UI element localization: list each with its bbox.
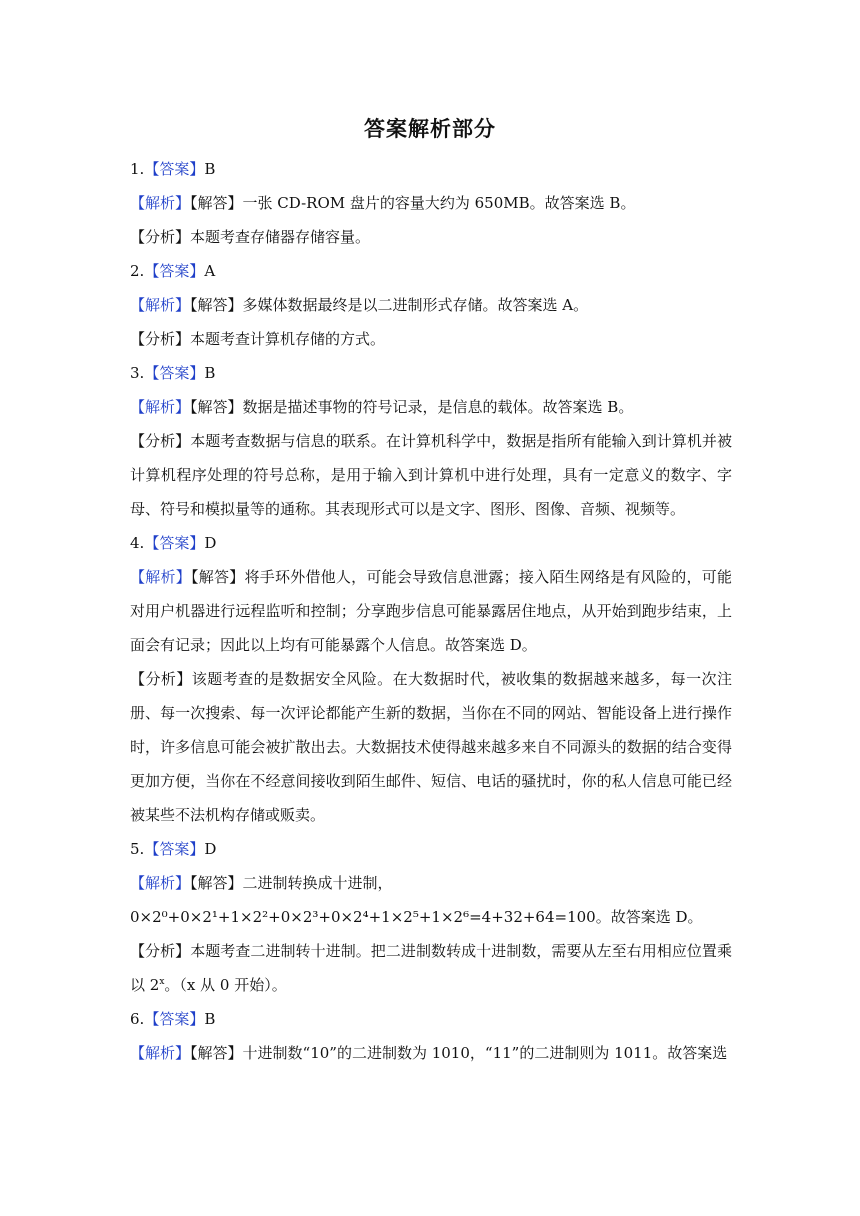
- fenxi-line: [130, 220, 732, 254]
- fenxi-text-tail: 。（x 从 0 开始）。: [164, 976, 287, 994]
- question-number: 5.: [130, 840, 145, 858]
- fenxi-text: 本题考查数据与信息的联系。在计算机科学中，数据是指所有能输入到计算机并被计算机程序处理的符号总称，是用于输入到计算机中进行处理，具有一定意义的数字、字母、符号和模拟量等的通称。其表现形式可以是文字、图形、图像、音频、视频等。: [130, 432, 732, 518]
- jieda-text: 二进制转换成十进制，: [242, 874, 393, 892]
- jiexi-tag: 【解析】: [130, 296, 191, 314]
- answer-line: [130, 832, 732, 866]
- jieda-tag: 【解答】: [190, 296, 243, 314]
- fenxi-text: 该题考查的是数据安全风险。在大数据时代，被收集的数据越来越多，每一次注册、每一次搜索、每一次评论都能产生新的数据，当你在不同的网站、智能设备上进行操作时，许多信息可能会被扩散出去。大数据技术使得越来越多来自不同源头的数据的结合变得更加方便，当你在不经意间接收到陌生邮件、短信、电话的骚扰时，你的私人信息可能已经被某些不法机构存储或贩卖。: [130, 670, 732, 824]
- answer-tag: 【答案】: [144, 840, 205, 858]
- fenxi-paragraph: [130, 424, 732, 526]
- jieda-text: 将手环外借他人，可能会导致信息泄露；接入陌生网络是有风险的，可能对用户机器进行远程监听和控制；分享跑步信息可能暴露居住地点，从开始到跑步结束，上面会有记录；因此以上均有可能暴露个人信息。故答案选 D。: [130, 568, 732, 654]
- jieda-tag: 【解答】: [190, 194, 243, 212]
- fenxi-paragraph: [130, 662, 732, 832]
- fenxi-text: 本题考查存储器存储容量。: [190, 228, 371, 246]
- answer-value: B: [204, 1010, 216, 1028]
- answer-value: A: [204, 262, 216, 280]
- jiexi-tag: 【解析】: [130, 568, 191, 586]
- jiexi-line: [130, 186, 732, 220]
- jieda-tag: 【解答】: [190, 398, 243, 416]
- answer-line: [130, 526, 732, 560]
- question-number: 2.: [130, 262, 145, 280]
- jiexi-tag: 【解析】: [130, 194, 191, 212]
- fenxi-paragraph: [130, 934, 732, 1002]
- answer-value: B: [204, 364, 216, 382]
- jiexi-line: [130, 866, 732, 900]
- jieda-tag: 【解答】: [190, 1044, 243, 1062]
- fenxi-tag: 【分析】: [130, 670, 192, 688]
- answer-value: D: [204, 840, 217, 858]
- answer-tag: 【答案】: [144, 534, 205, 552]
- question-number: 1.: [130, 160, 145, 178]
- page-title: 答案解析部分: [364, 117, 496, 141]
- jieda-tag: 【解答】: [190, 568, 245, 586]
- formula-text: 0×2⁰+0×2¹+1×2²+0×2³+0×2⁴+1×2⁵+1×2⁶=4+32+64=100。故答案选 D。: [130, 908, 703, 926]
- fenxi-tag: 【分析】: [130, 228, 191, 246]
- jiexi-tag: 【解析】: [130, 1044, 191, 1062]
- answer-tag: 【答案】: [144, 364, 205, 382]
- exponent-x: x: [159, 977, 165, 987]
- jieda-text: 一张 CD-ROM 盘片的容量大约为 650MB。故答案选 B。: [242, 194, 636, 212]
- jiexi-line: [130, 288, 732, 322]
- answer-value: B: [204, 160, 216, 178]
- answer-tag: 【答案】: [144, 160, 205, 178]
- fenxi-tag: 【分析】: [130, 330, 191, 348]
- answer-list: [130, 152, 732, 1070]
- answer-tag: 【答案】: [144, 1010, 205, 1028]
- question-number: 4.: [130, 534, 145, 552]
- answer-line: [130, 152, 732, 186]
- fenxi-tag: 【分析】: [130, 432, 191, 450]
- question-number: 3.: [130, 364, 145, 382]
- jieda-tag: 【解答】: [190, 874, 243, 892]
- jieda-text: 多媒体数据最终是以二进制形式存储。故答案选 A。: [242, 296, 589, 314]
- jiexi-tag: 【解析】: [130, 398, 191, 416]
- jiexi-line: [130, 1036, 732, 1070]
- answer-tag: 【答案】: [144, 262, 205, 280]
- jieda-text: 十进制数“10”的二进制数为 1010，“11”的二进制则为 1011。故答案选: [242, 1044, 728, 1062]
- answer-value: D: [204, 534, 217, 552]
- question-number: 6.: [130, 1010, 145, 1028]
- jiexi-line: [130, 390, 732, 424]
- jiexi-tag: 【解析】: [130, 874, 191, 892]
- fenxi-text: 本题考查二进制转十进制。把二进制数转成十进制数，需要从左至右用相应位置乘以 2: [130, 942, 732, 994]
- answer-line: [130, 356, 732, 390]
- jieda-text: 数据是描述事物的符号记录，是信息的载体。故答案选 B。: [242, 398, 634, 416]
- answer-line: [130, 1002, 732, 1036]
- fenxi-text: 本题考查计算机存储的方式。: [190, 330, 386, 348]
- fenxi-line: [130, 322, 732, 356]
- fenxi-tag: 【分析】: [130, 942, 191, 960]
- answer-line: [130, 254, 732, 288]
- jiexi-paragraph: [130, 560, 732, 662]
- formula-line: [130, 900, 732, 934]
